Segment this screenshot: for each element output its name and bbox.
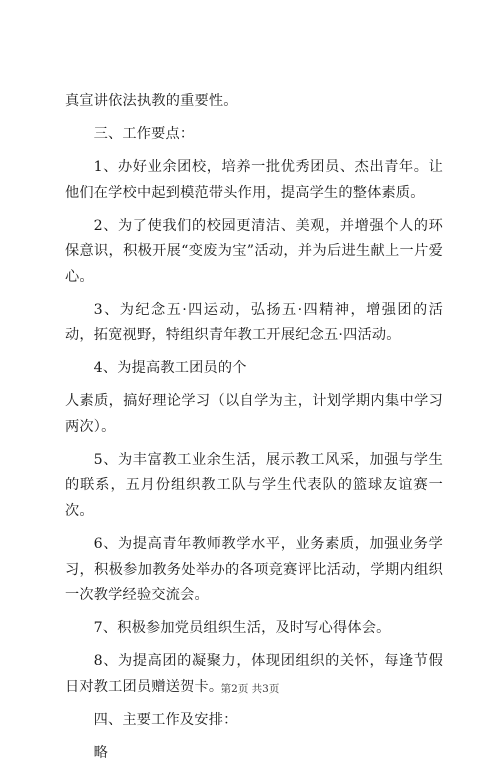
work-point-5: 5、为丰富教工业余生活，展示教工风采，加强与学生的联系，五月份组织教工队与学生代表队的篮球友谊赛一次。 [65, 451, 443, 520]
paragraph-continuation: 真宣讲依法执教的重要性。 [65, 93, 238, 109]
work-point-8: 8、为提高团的凝聚力，体现团组织的关怀，每逢节假日对教工团员赠送贺卡。 [65, 653, 443, 695]
work-point-4-continued: 人素质，搞好理论学习（以自学为主，计划学期内集中学习两次）。 [65, 393, 443, 435]
document-body [65, 89, 443, 774]
main-work-content: 略 [93, 744, 108, 761]
work-point-7: 7、积极参加党员组织生活，及时写心得体会。 [93, 620, 391, 637]
work-point-3: 3、为纪念五·四运动，弘扬五·四精神，增强团的活动，拓宽视野，特组织青年教工开展纪念五·四活动。 [65, 301, 443, 344]
section-heading-main-work: 四、主要工作及安排： [93, 711, 238, 728]
work-point-6: 6、为提高青年教师教学水平，业务素质，加强业务学习，积极参加教务处举办的各项竞赛评比活动，学期内组织一次教学经验交流会。 [65, 536, 443, 604]
page-number-footer: 第2页 共3页 [220, 683, 280, 695]
work-point-2: 2、为了使我们的校园更清洁、美观，并增强个人的环保意识，积极开展“变废为宝”活动，并为后进生献上一片爱心。 [65, 217, 443, 285]
work-point-4-start: 4、为提高教工团员的个 [93, 360, 247, 377]
section-heading-work-points: 三、工作要点： [93, 125, 195, 142]
work-point-1: 1、办好业余团校，培养一批优秀团员、杰出青年。让他们在学校中起到模范带头作用，提高学生的整体素质。 [65, 158, 443, 201]
